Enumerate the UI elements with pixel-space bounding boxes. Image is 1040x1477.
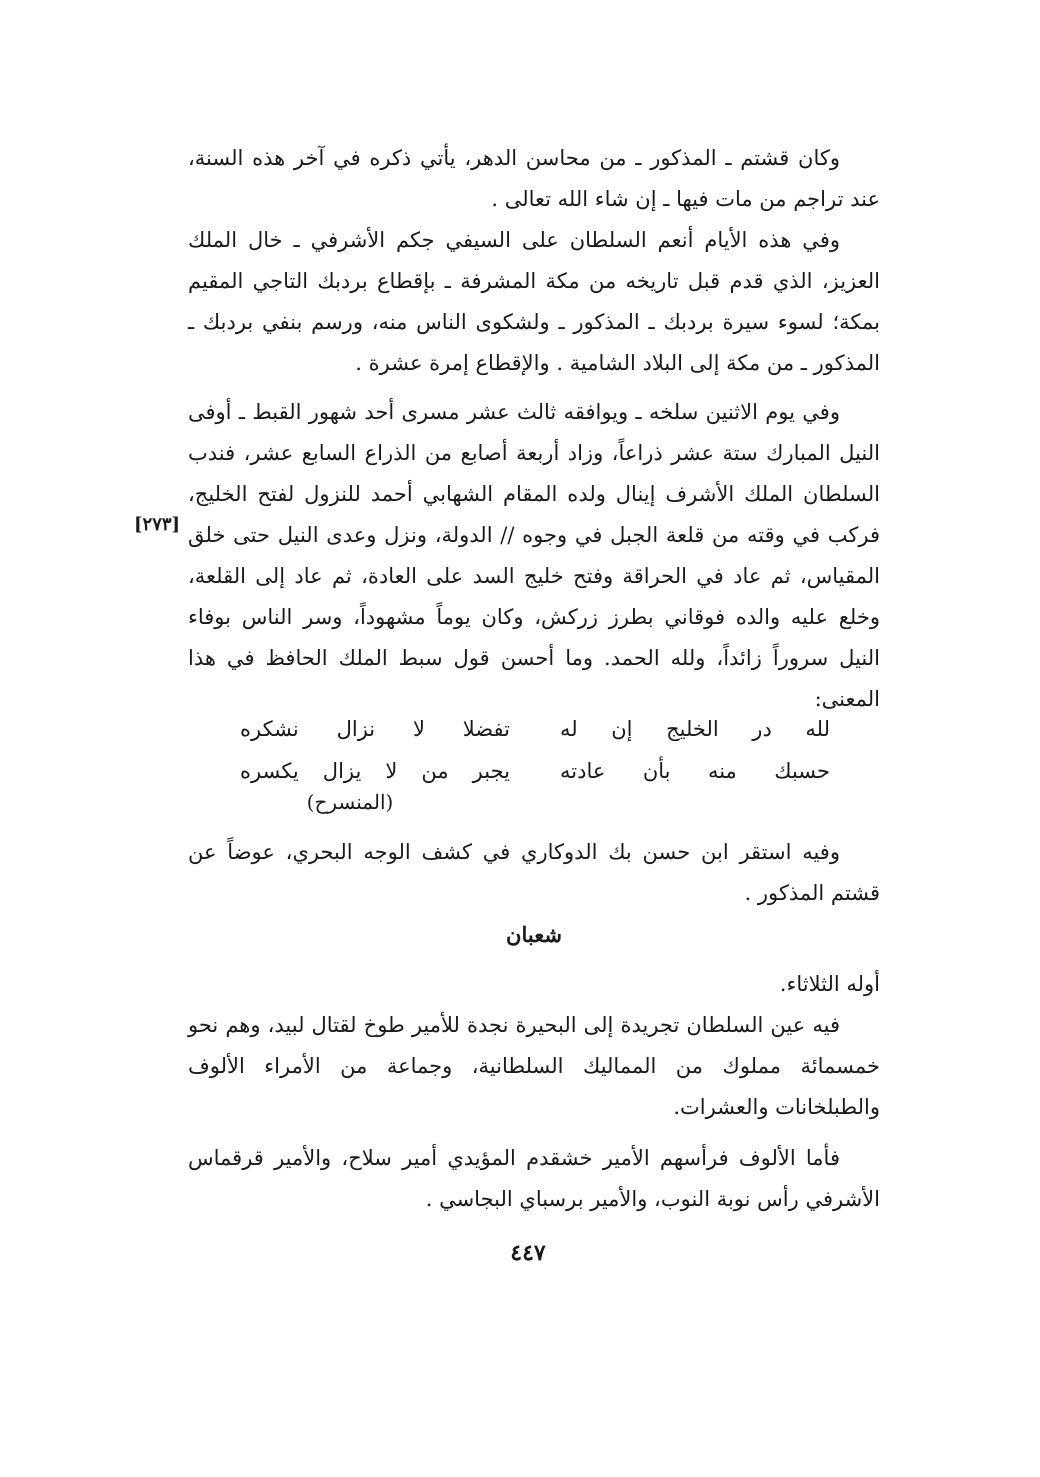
marginal-page-reference: [٢٧٣] bbox=[134, 514, 181, 535]
page-number: ٤٤٧ bbox=[510, 1240, 546, 1266]
poem-meter: (المنسرح) bbox=[306, 790, 394, 814]
paragraph-expedition: فيه عين السلطان تجريدة إلى البحيرة نجدة للأمير طوخ لقتال لبيد، وهم نحو خمسمائة مملوك من المماليك السلطانية، وجماعة من الأمراء الألوف والطبلخانات والعشرات. bbox=[188, 1013, 880, 1119]
paragraph-jakam: وفي هذه الأيام أنعم السلطان على السيفي جكم الأشرفي ـ خال الملك العزيز، الذي قدم قبل تاريخه من مكة المشرفة ـ بإقطاع بردبك التاجي المقيم بمكة؛ لسوء سيرة بردبك ـ المذكور ـ ولشكوى الناس منه، ورسم بنفي بردبك ـ المذكور ـ من مكة إلى البلاد الشامية . والإقطاع إمرة عشرة . bbox=[188, 228, 880, 375]
paragraph-commanders: فأما الألوف فرأسهم الأمير خشقدم المؤيدي أمير سلاح، والأمير قرقماس الأشرفي رأس نوبة النوب، والأمير برسباي البجاسي . bbox=[188, 1146, 880, 1211]
poem-hemistich-1a: لله در الخليج إن له bbox=[560, 717, 830, 741]
text-section-1 bbox=[188, 138, 880, 384]
text-section-5 bbox=[188, 1138, 880, 1220]
section-heading-shaaban: شعبان bbox=[506, 922, 562, 947]
poem-hemistich-2a: حسبك منه بأن عادته bbox=[560, 759, 830, 783]
poem-line-1 bbox=[240, 708, 830, 750]
paragraph-kashf: وفيه استقر ابن حسن بك الدوكاري في كشف الوجه البحري، عوضاً عن قشتم المذكور . bbox=[188, 840, 880, 905]
poem-line-2 bbox=[240, 750, 830, 792]
paragraph-nile-flood: وفي يوم الاثنين سلخه ـ ويوافقه ثالث عشر مسرى أحد شهور القبط ـ أوفى النيل المبارك ستة عشر ذراعاً، وزاد أربعة أصابع من الذراع السابع عشر، فندب السلطان الملك الأشرف إينال ولده المقام الشهابي أحمد للنزول لفتح الخليج، فركب في وقته من قلعة الجبل في وجوه // الدولة، ونزل وعدى النيل حتى خلق المقياس، ثم عاد في الحراقة وفتح خليج السد على العادة، ثم عاد إلى القلعة، وخلع عليه والده فوقاني بطرز زركش، وكان يوماً مشهوداً، وسر الناس بوفاء النيل سروراً زائداً، ولله الحمد. وما أحسن قول سبط الملك الحافظ في هذا المعنى: bbox=[188, 400, 880, 711]
paragraph-qishtam: وكان قشتم ـ المذكور ـ من محاسن الدهر، يأتي ذكره في آخر هذه السنة، عند تراجم من مات فيها ـ إن شاء الله تعالى . bbox=[188, 146, 880, 211]
text-section-4 bbox=[188, 964, 880, 1128]
poem-hemistich-1b: تفضلا لا نزال نشكره bbox=[240, 717, 510, 741]
text-section-2 bbox=[188, 392, 880, 720]
poem bbox=[240, 708, 830, 792]
text-section-3 bbox=[188, 832, 880, 914]
poem-hemistich-2b: يجبر من لا يزال يكسره bbox=[240, 759, 510, 783]
paragraph-first-day: أوله الثلاثاء. bbox=[779, 972, 880, 996]
